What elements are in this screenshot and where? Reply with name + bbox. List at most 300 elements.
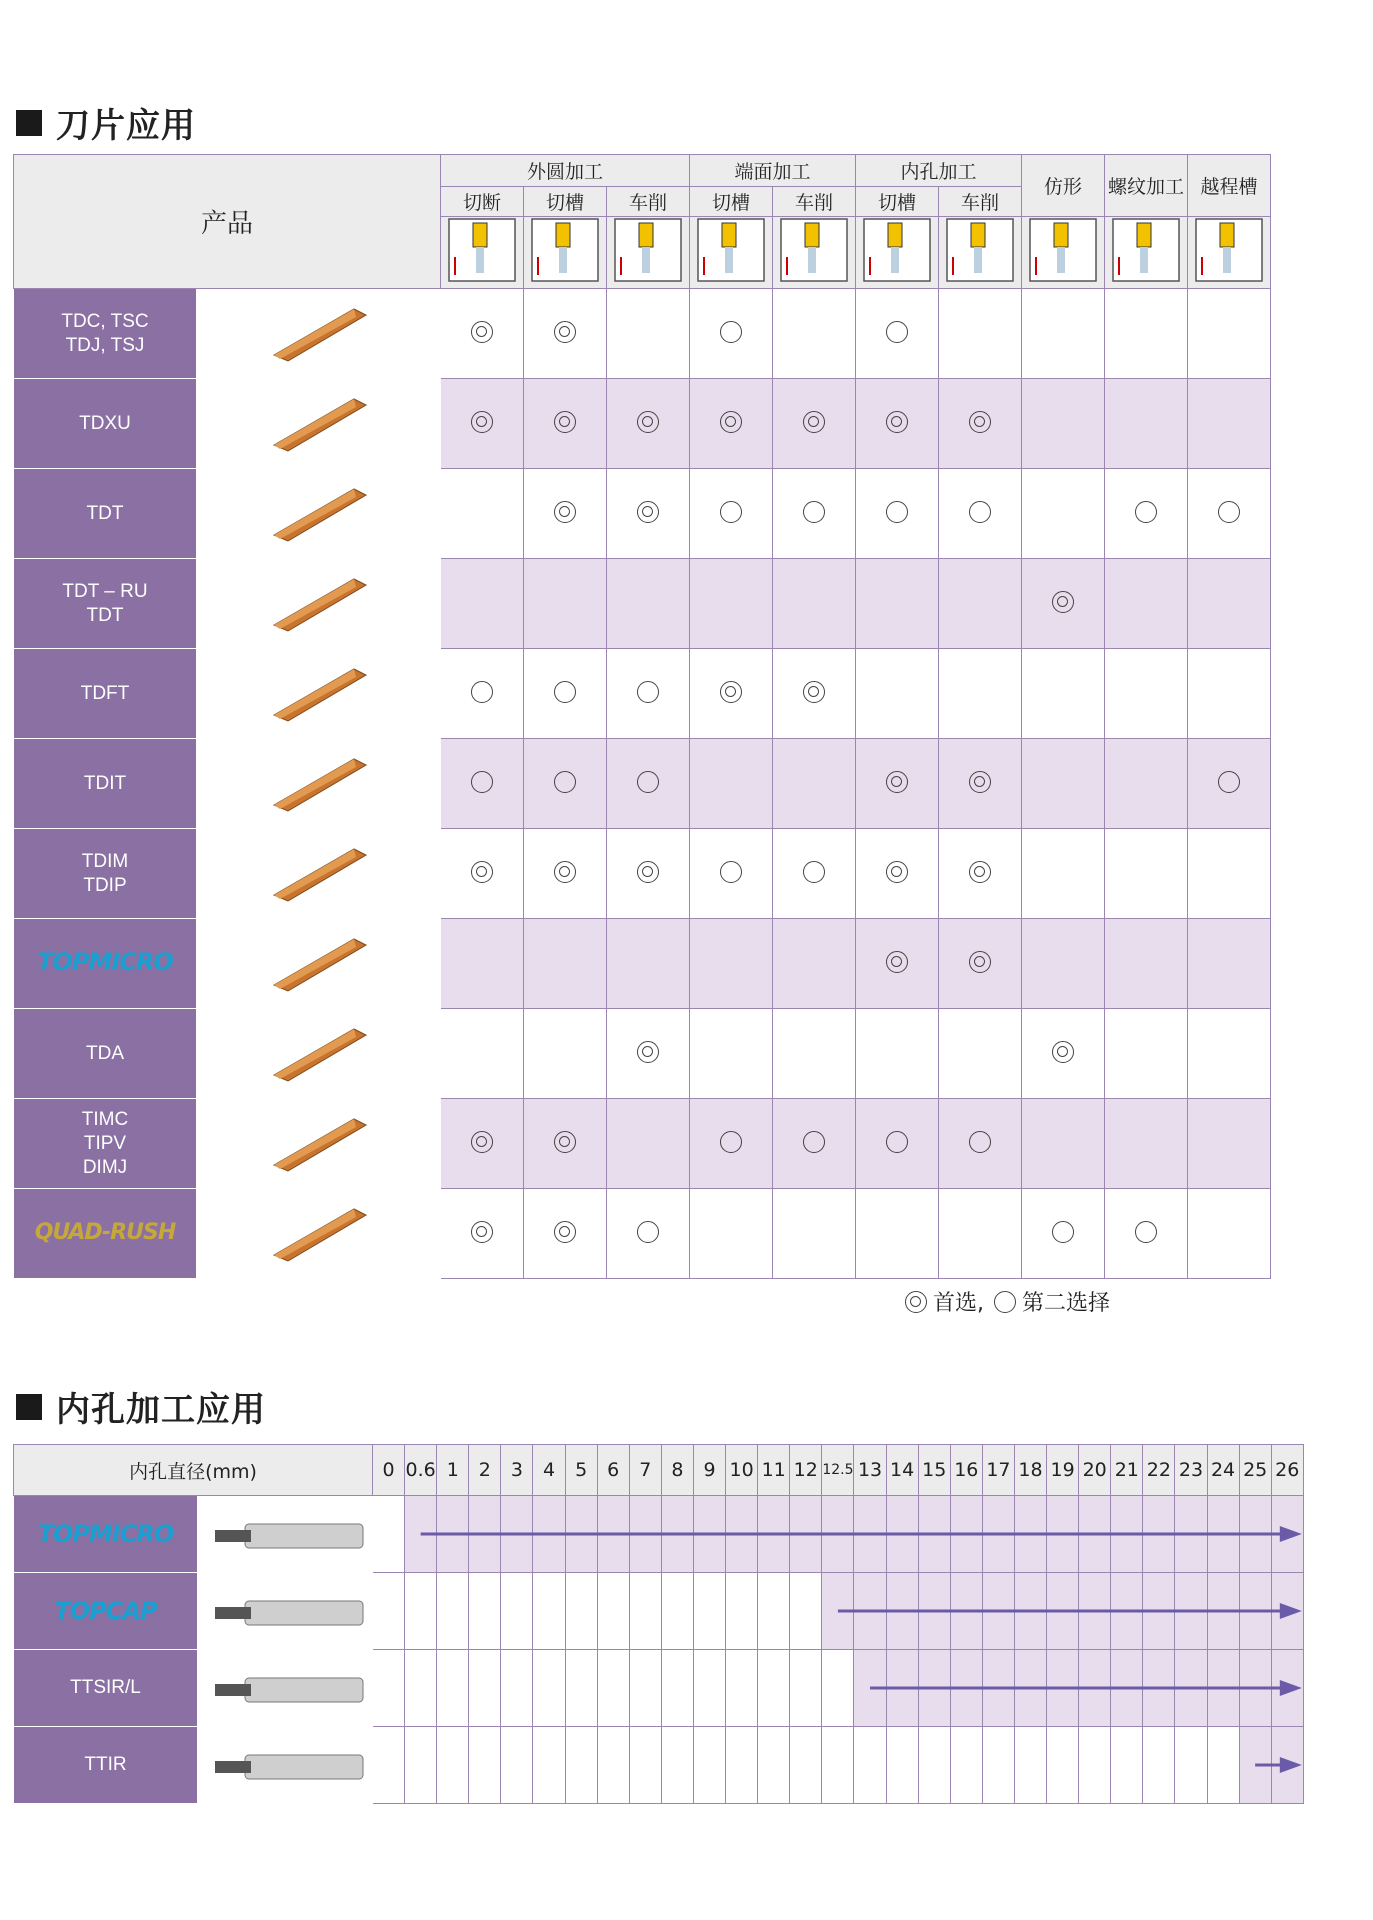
suitability-cell bbox=[1105, 1189, 1188, 1279]
insert-image bbox=[197, 649, 441, 739]
circle-icon bbox=[471, 771, 493, 793]
product-name-text: TIMC TIPV DIMJ bbox=[81, 1108, 129, 1178]
diameter-tick: 21 bbox=[1111, 1445, 1143, 1496]
suitability-cell bbox=[690, 379, 773, 469]
suitability-cell bbox=[773, 829, 856, 919]
range-cell bbox=[1079, 1727, 1111, 1804]
range-cell bbox=[758, 1496, 790, 1573]
double-circle-icon bbox=[905, 1291, 927, 1313]
double-circle-icon bbox=[886, 861, 908, 883]
range-cell bbox=[854, 1727, 886, 1804]
tool-name bbox=[14, 1727, 198, 1804]
range-cell bbox=[1014, 1650, 1046, 1727]
diameter-tick: 23 bbox=[1175, 1445, 1207, 1496]
suitability-cell bbox=[856, 829, 939, 919]
brand-logo: TOPMICRO bbox=[37, 948, 173, 976]
suitability-cell bbox=[856, 289, 939, 379]
circle-icon bbox=[1218, 501, 1240, 523]
section-title-text: 刀片应用 bbox=[56, 106, 196, 146]
suitability-cell bbox=[856, 1189, 939, 1279]
range-cell bbox=[886, 1727, 918, 1804]
suitability-cell bbox=[524, 1009, 607, 1099]
suitability-cell bbox=[690, 919, 773, 1009]
double-circle-icon bbox=[471, 411, 493, 433]
diameter-tick: 2 bbox=[469, 1445, 501, 1496]
suitability-cell bbox=[524, 379, 607, 469]
product-name-text: TDC, TSC TDJ, TSJ bbox=[61, 310, 149, 356]
suitability-cell bbox=[773, 1009, 856, 1099]
suitability-cell bbox=[1022, 739, 1105, 829]
brand-logo: TOPCAP bbox=[54, 1597, 157, 1625]
diameter-tick: 7 bbox=[629, 1445, 661, 1496]
range-cell bbox=[886, 1496, 918, 1573]
suitability-cell bbox=[607, 1189, 690, 1279]
range-cell bbox=[1175, 1573, 1207, 1650]
suitability-cell bbox=[1188, 559, 1271, 649]
insert-image bbox=[197, 289, 441, 379]
tool-name-text: TTIR bbox=[84, 1754, 127, 1775]
range-cell bbox=[501, 1573, 533, 1650]
range-cell bbox=[1239, 1496, 1271, 1573]
range-cell bbox=[726, 1573, 758, 1650]
suitability-cell bbox=[1022, 1009, 1105, 1099]
range-cell bbox=[533, 1496, 565, 1573]
diameter-tick: 22 bbox=[1143, 1445, 1175, 1496]
range-cell bbox=[918, 1727, 950, 1804]
range-cell bbox=[661, 1496, 693, 1573]
suitability-cell bbox=[1105, 649, 1188, 739]
range-cell bbox=[661, 1650, 693, 1727]
suitability-cell bbox=[524, 919, 607, 1009]
range-cell bbox=[533, 1573, 565, 1650]
brand-logo: TOPMICRO bbox=[37, 1520, 174, 1548]
insert-image bbox=[197, 559, 441, 649]
suitability-cell bbox=[441, 919, 524, 1009]
product-name bbox=[14, 1189, 197, 1279]
suitability-cell bbox=[773, 739, 856, 829]
range-cell bbox=[918, 1573, 950, 1650]
double-circle-icon bbox=[637, 1041, 659, 1063]
suitability-cell bbox=[856, 1099, 939, 1189]
suitability-cell bbox=[441, 469, 524, 559]
suitability-cell bbox=[1105, 1099, 1188, 1189]
range-cell bbox=[950, 1573, 982, 1650]
range-cell bbox=[405, 1650, 437, 1727]
circle-icon bbox=[886, 501, 908, 523]
range-cell bbox=[1175, 1496, 1207, 1573]
insert-image bbox=[197, 829, 441, 919]
range-cell bbox=[1014, 1496, 1046, 1573]
op-header: 螺纹加工 bbox=[1105, 155, 1188, 217]
range-cell bbox=[790, 1496, 822, 1573]
range-cell bbox=[1143, 1573, 1175, 1650]
double-circle-icon bbox=[554, 1131, 576, 1153]
suitability-cell bbox=[939, 469, 1022, 559]
range-cell bbox=[790, 1727, 822, 1804]
suitability-cell bbox=[773, 469, 856, 559]
range-cell bbox=[693, 1496, 725, 1573]
suitability-cell bbox=[1105, 559, 1188, 649]
range-cell bbox=[1111, 1573, 1143, 1650]
suitability-cell bbox=[856, 469, 939, 559]
tool-name bbox=[14, 1573, 198, 1650]
suitability-cell bbox=[773, 559, 856, 649]
range-cell bbox=[950, 1727, 982, 1804]
range-cell bbox=[726, 1727, 758, 1804]
range-cell bbox=[1014, 1573, 1046, 1650]
double-circle-icon bbox=[471, 861, 493, 883]
tool-image bbox=[198, 1496, 373, 1573]
double-circle-icon bbox=[1052, 591, 1074, 613]
operation-diagram-icon bbox=[1188, 217, 1271, 289]
range-cell bbox=[533, 1727, 565, 1804]
legend-preferred: 首选, bbox=[933, 1291, 984, 1316]
suitability-cell bbox=[441, 739, 524, 829]
range-cell bbox=[982, 1496, 1014, 1573]
suitability-cell bbox=[1022, 1189, 1105, 1279]
tool-image bbox=[198, 1727, 373, 1804]
diameter-tick: 14 bbox=[886, 1445, 918, 1496]
circle-icon bbox=[554, 771, 576, 793]
op-header: 仿形 bbox=[1022, 155, 1105, 217]
range-cell bbox=[565, 1573, 597, 1650]
circle-icon bbox=[554, 681, 576, 703]
diameter-tick: 10 bbox=[726, 1445, 758, 1496]
suitability-cell bbox=[690, 1009, 773, 1099]
tool-image bbox=[198, 1573, 373, 1650]
suitability-cell bbox=[939, 829, 1022, 919]
double-circle-icon bbox=[886, 951, 908, 973]
range-cell bbox=[758, 1727, 790, 1804]
suitability-cell bbox=[690, 289, 773, 379]
operation-diagram-icon bbox=[856, 217, 939, 289]
suitability-cell bbox=[939, 649, 1022, 739]
sub-header: 切槽 bbox=[690, 187, 773, 217]
suitability-cell bbox=[1188, 829, 1271, 919]
insert-image bbox=[197, 469, 441, 559]
suitability-cell bbox=[1022, 649, 1105, 739]
double-circle-icon bbox=[720, 681, 742, 703]
suitability-cell bbox=[1105, 739, 1188, 829]
suitability-cell bbox=[773, 919, 856, 1009]
range-cell bbox=[629, 1573, 661, 1650]
range-cell bbox=[822, 1496, 854, 1573]
product-row bbox=[14, 829, 1271, 919]
suitability-cell bbox=[690, 559, 773, 649]
range-cell bbox=[1207, 1650, 1239, 1727]
double-circle-icon bbox=[471, 321, 493, 343]
suitability-cell bbox=[441, 379, 524, 469]
range-cell bbox=[437, 1573, 469, 1650]
circle-icon bbox=[637, 1221, 659, 1243]
double-circle-icon bbox=[720, 411, 742, 433]
range-cell bbox=[886, 1573, 918, 1650]
range-cell bbox=[790, 1573, 822, 1650]
suitability-cell bbox=[773, 379, 856, 469]
range-cell bbox=[1207, 1496, 1239, 1573]
suitability-cell bbox=[1022, 289, 1105, 379]
diameter-tick: 12.5 bbox=[822, 1445, 854, 1496]
range-cell bbox=[1271, 1573, 1303, 1650]
product-name bbox=[14, 379, 197, 469]
range-cell bbox=[982, 1650, 1014, 1727]
suitability-cell bbox=[1188, 1009, 1271, 1099]
range-cell bbox=[1239, 1650, 1271, 1727]
suitability-cell bbox=[690, 469, 773, 559]
product-row bbox=[14, 379, 1271, 469]
range-cell bbox=[693, 1650, 725, 1727]
range-cell bbox=[1047, 1650, 1079, 1727]
suitability-cell bbox=[1188, 469, 1271, 559]
range-cell bbox=[758, 1573, 790, 1650]
operation-diagram-icon bbox=[1022, 217, 1105, 289]
sub-header: 切槽 bbox=[856, 187, 939, 217]
operation-diagram-icon bbox=[441, 217, 524, 289]
product-name-text: TDA bbox=[86, 1042, 124, 1064]
range-cell bbox=[405, 1573, 437, 1650]
range-cell bbox=[373, 1727, 405, 1804]
suitability-cell bbox=[939, 1189, 1022, 1279]
sub-header: 车削 bbox=[607, 187, 690, 217]
diameter-tick: 20 bbox=[1079, 1445, 1111, 1496]
range-cell bbox=[950, 1650, 982, 1727]
diameter-tick: 15 bbox=[918, 1445, 950, 1496]
double-circle-icon bbox=[471, 1131, 493, 1153]
suitability-cell bbox=[524, 1099, 607, 1189]
product-name bbox=[14, 289, 197, 379]
suitability-cell bbox=[856, 1009, 939, 1099]
range-cell bbox=[661, 1727, 693, 1804]
square-bullet-icon bbox=[16, 1394, 42, 1420]
suitability-cell bbox=[856, 649, 939, 739]
range-cell bbox=[469, 1650, 501, 1727]
suitability-cell bbox=[939, 559, 1022, 649]
range-cell bbox=[437, 1650, 469, 1727]
sub-header: 车削 bbox=[773, 187, 856, 217]
group-header: 内孔加工 bbox=[856, 155, 1022, 187]
range-cell bbox=[597, 1650, 629, 1727]
double-circle-icon bbox=[554, 411, 576, 433]
product-name bbox=[14, 559, 197, 649]
suitability-cell bbox=[1022, 1099, 1105, 1189]
suitability-cell bbox=[441, 1099, 524, 1189]
range-cell bbox=[1047, 1727, 1079, 1804]
product-row bbox=[14, 919, 1271, 1009]
range-cell bbox=[565, 1496, 597, 1573]
product-row bbox=[14, 649, 1271, 739]
range-cell bbox=[1079, 1573, 1111, 1650]
sub-header: 切断 bbox=[441, 187, 524, 217]
range-cell bbox=[1079, 1650, 1111, 1727]
suitability-cell bbox=[856, 559, 939, 649]
product-name bbox=[14, 649, 197, 739]
range-cell bbox=[1111, 1496, 1143, 1573]
product-row bbox=[14, 469, 1271, 559]
range-cell bbox=[693, 1573, 725, 1650]
product-row bbox=[14, 1189, 1271, 1279]
product-row bbox=[14, 739, 1271, 829]
suitability-cell bbox=[441, 649, 524, 739]
product-name-text: TDT – RU TDT bbox=[62, 580, 148, 626]
suitability-cell bbox=[1022, 559, 1105, 649]
suitability-cell bbox=[607, 469, 690, 559]
range-cell bbox=[1143, 1650, 1175, 1727]
diameter-tick: 19 bbox=[1047, 1445, 1079, 1496]
diameter-tick: 0 bbox=[373, 1445, 405, 1496]
range-cell bbox=[758, 1650, 790, 1727]
suitability-cell bbox=[524, 289, 607, 379]
circle-icon bbox=[637, 681, 659, 703]
operation-diagram-icon bbox=[939, 217, 1022, 289]
range-cell bbox=[918, 1650, 950, 1727]
double-circle-icon bbox=[554, 501, 576, 523]
suitability-cell bbox=[1105, 829, 1188, 919]
double-circle-icon bbox=[969, 861, 991, 883]
range-cell bbox=[629, 1496, 661, 1573]
suitability-cell bbox=[1105, 1009, 1188, 1099]
range-cell bbox=[886, 1650, 918, 1727]
suitability-cell bbox=[607, 289, 690, 379]
double-circle-icon bbox=[886, 411, 908, 433]
product-name bbox=[14, 469, 197, 559]
tool-row bbox=[14, 1496, 1304, 1573]
circle-icon bbox=[637, 771, 659, 793]
double-circle-icon bbox=[554, 861, 576, 883]
suitability-cell bbox=[1188, 289, 1271, 379]
diameter-tick: 11 bbox=[758, 1445, 790, 1496]
tool-name bbox=[14, 1650, 198, 1727]
suitability-cell bbox=[773, 1189, 856, 1279]
range-cell bbox=[822, 1650, 854, 1727]
range-cell bbox=[629, 1727, 661, 1804]
circle-icon bbox=[1052, 1221, 1074, 1243]
suitability-cell bbox=[607, 649, 690, 739]
circle-icon bbox=[969, 1131, 991, 1153]
suitability-cell bbox=[1188, 739, 1271, 829]
diameter-tick: 9 bbox=[693, 1445, 725, 1496]
section-title-bore bbox=[16, 1382, 266, 1431]
product-name-text: TDIT bbox=[83, 772, 127, 794]
range-cell bbox=[565, 1650, 597, 1727]
diameter-tick: 12 bbox=[790, 1445, 822, 1496]
product-row bbox=[14, 1009, 1271, 1099]
range-cell bbox=[822, 1727, 854, 1804]
diameter-tick: 24 bbox=[1207, 1445, 1239, 1496]
operation-diagram-icon bbox=[1105, 217, 1188, 289]
suitability-cell bbox=[939, 289, 1022, 379]
suitability-cell bbox=[690, 1099, 773, 1189]
sub-header: 切槽 bbox=[524, 187, 607, 217]
range-cell bbox=[1014, 1727, 1046, 1804]
range-cell bbox=[982, 1573, 1014, 1650]
range-cell bbox=[501, 1727, 533, 1804]
suitability-cell bbox=[607, 739, 690, 829]
product-name bbox=[14, 739, 197, 829]
double-circle-icon bbox=[969, 951, 991, 973]
suitability-cell bbox=[441, 1009, 524, 1099]
circle-icon bbox=[720, 321, 742, 343]
suitability-cell bbox=[607, 919, 690, 1009]
range-cell bbox=[373, 1650, 405, 1727]
double-circle-icon bbox=[637, 861, 659, 883]
range-cell bbox=[501, 1650, 533, 1727]
range-cell bbox=[822, 1573, 854, 1650]
range-cell bbox=[1079, 1496, 1111, 1573]
range-cell bbox=[405, 1496, 437, 1573]
double-circle-icon bbox=[803, 681, 825, 703]
suitability-cell bbox=[1188, 649, 1271, 739]
range-cell bbox=[1111, 1727, 1143, 1804]
range-cell bbox=[533, 1650, 565, 1727]
range-cell bbox=[437, 1496, 469, 1573]
range-cell bbox=[565, 1727, 597, 1804]
product-row bbox=[14, 1099, 1271, 1189]
suitability-cell bbox=[1105, 379, 1188, 469]
circle-icon bbox=[720, 501, 742, 523]
operation-diagram-icon bbox=[690, 217, 773, 289]
suitability-cell bbox=[441, 559, 524, 649]
product-name bbox=[14, 1009, 197, 1099]
double-circle-icon bbox=[637, 501, 659, 523]
product-header: 产品 bbox=[14, 155, 441, 289]
circle-icon bbox=[994, 1291, 1016, 1313]
circle-icon bbox=[969, 501, 991, 523]
circle-icon bbox=[886, 1131, 908, 1153]
range-cell bbox=[1271, 1650, 1303, 1727]
operation-diagram-icon bbox=[773, 217, 856, 289]
insert-image bbox=[197, 919, 441, 1009]
section-title-text: 内孔加工应用 bbox=[56, 1390, 266, 1430]
product-name bbox=[14, 829, 197, 919]
circle-icon bbox=[720, 861, 742, 883]
double-circle-icon bbox=[1052, 1041, 1074, 1063]
insert-image bbox=[197, 1009, 441, 1099]
circle-icon bbox=[471, 681, 493, 703]
range-cell bbox=[373, 1496, 405, 1573]
range-cell bbox=[854, 1650, 886, 1727]
range-cell bbox=[1111, 1650, 1143, 1727]
insert-image bbox=[197, 739, 441, 829]
double-circle-icon bbox=[554, 321, 576, 343]
suitability-cell bbox=[1105, 919, 1188, 1009]
suitability-cell bbox=[690, 829, 773, 919]
op-header: 越程槽 bbox=[1188, 155, 1271, 217]
tool-row bbox=[14, 1573, 1304, 1650]
suitability-cell bbox=[1188, 379, 1271, 469]
range-cell bbox=[1143, 1727, 1175, 1804]
suitability-cell bbox=[939, 919, 1022, 1009]
range-cell bbox=[1207, 1573, 1239, 1650]
range-cell bbox=[1207, 1727, 1239, 1804]
range-cell bbox=[1271, 1727, 1303, 1804]
product-name-text: TDXU bbox=[79, 412, 131, 434]
range-cell bbox=[693, 1727, 725, 1804]
suitability-cell bbox=[856, 379, 939, 469]
product-name-text: TDFT bbox=[80, 682, 130, 704]
suitability-cell bbox=[524, 469, 607, 559]
insert-image bbox=[197, 1189, 441, 1279]
circle-icon bbox=[1135, 1221, 1157, 1243]
range-cell bbox=[469, 1573, 501, 1650]
circle-icon bbox=[803, 501, 825, 523]
operation-diagram-icon bbox=[607, 217, 690, 289]
insert-image bbox=[197, 379, 441, 469]
diameter-tick: 18 bbox=[1014, 1445, 1046, 1496]
range-cell bbox=[469, 1727, 501, 1804]
suitability-cell bbox=[607, 829, 690, 919]
range-cell bbox=[597, 1573, 629, 1650]
legend bbox=[905, 1286, 1110, 1317]
